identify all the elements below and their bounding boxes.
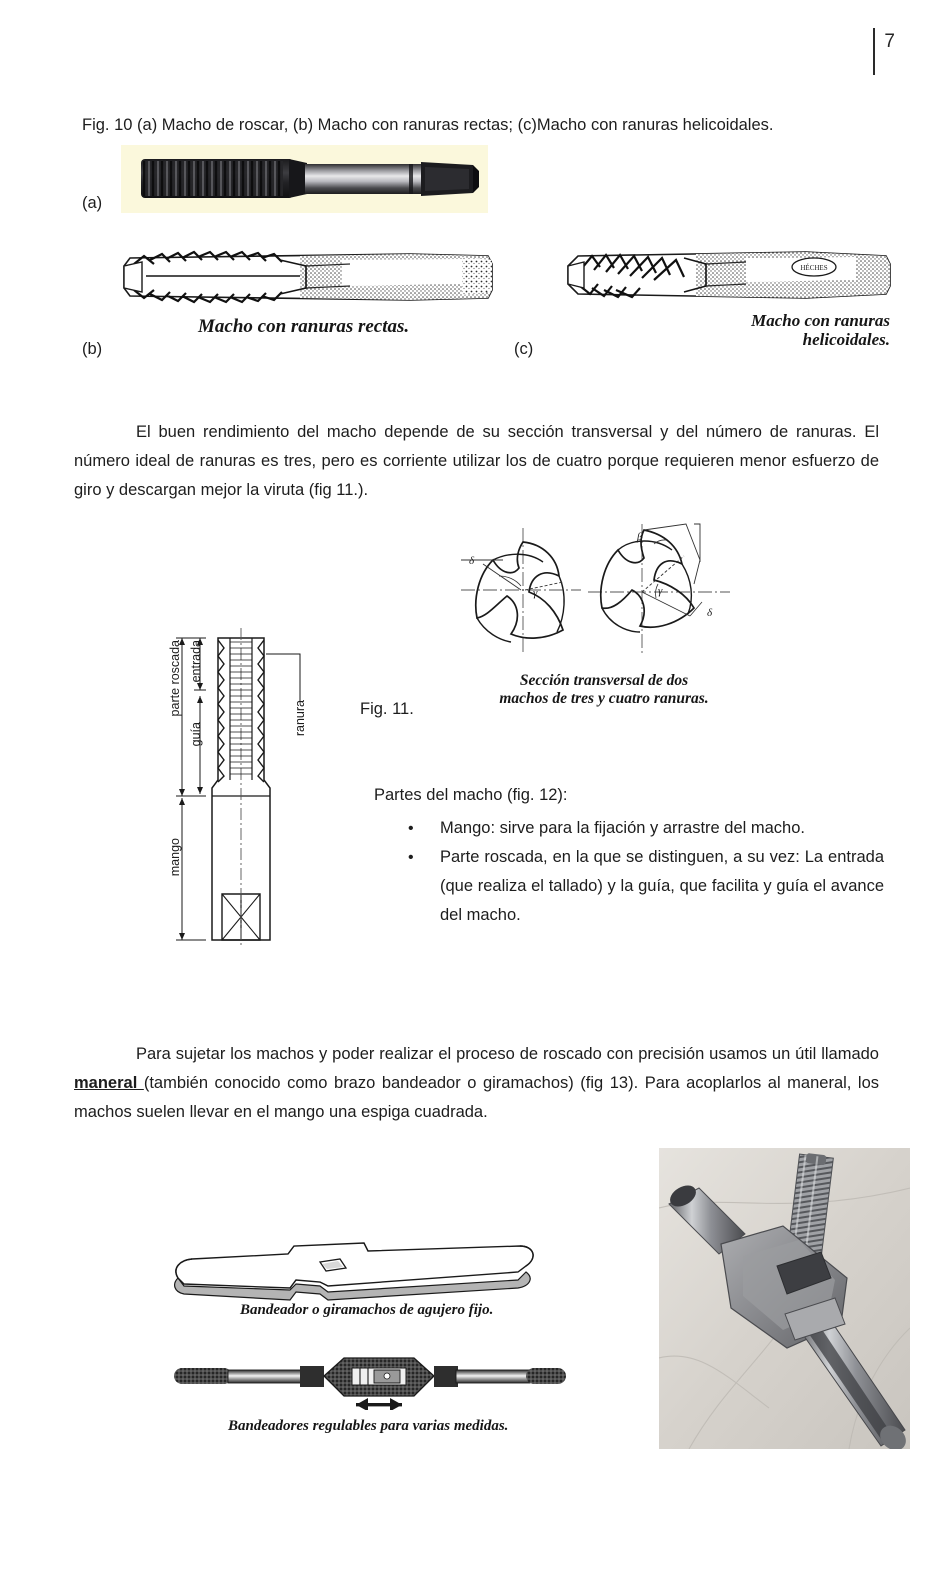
figure-10c-art-caption-line2: helicoidales. <box>802 330 890 349</box>
figure-12-label-ranura: ranura <box>293 700 307 737</box>
figure-12-label-guia: guía <box>189 722 203 747</box>
figure-10b-label: (b) <box>82 340 103 358</box>
adjustable-tap-wrench-drawing <box>168 1348 568 1410</box>
list-item <box>374 843 884 930</box>
header-divider-rule <box>873 28 875 75</box>
figure-13-fixed-wrench-lineart <box>168 1238 558 1308</box>
tap-photo-graphic <box>121 145 488 213</box>
paragraph-maneral-part1: Para sujetar los machos y poder realizar el proceso de roscado con precisión usamos un útil llamado <box>136 1045 879 1063</box>
figure-10a-photo <box>121 145 488 213</box>
svg-text:HÉCHES: HÉCHES <box>800 264 828 272</box>
figure-10-caption: Fig. 10 (a) Macho de roscar, (b) Macho con ranuras rectas; (c)Macho con ranuras helicoidales. <box>82 116 774 134</box>
fixed-hole-tap-wrench-drawing <box>168 1238 558 1308</box>
figure-13-caption-fixed: Bandeador o giramachos de agujero fijo. <box>240 1302 494 1318</box>
parts-list <box>374 814 884 930</box>
list-item-text: Mango: sirve para la fijación y arrastre del macho. <box>440 819 805 837</box>
figure-10c-art-caption-line1: Macho con ranuras <box>751 311 890 330</box>
angle-gamma-left: γ <box>533 587 538 599</box>
figure-12-lineart <box>160 608 320 948</box>
list-item-text: Parte roscada, en la que se distinguen, a su vez: La entrada (que realiza el tallado) y la guía, que facilita y guía el avance del macho. <box>440 848 884 924</box>
figure-11-lineart <box>455 518 745 668</box>
angle-beta-right: β <box>637 531 643 543</box>
maneral-photo-graphic <box>659 1148 910 1449</box>
bullet-icon: • <box>408 820 414 837</box>
maneral-emphasis: maneral <box>74 1074 144 1092</box>
figure-11-art-caption <box>464 672 744 708</box>
figure-13-adjustable-wrench-lineart <box>168 1348 568 1410</box>
straight-flute-tap-drawing <box>110 240 500 312</box>
list-item <box>374 814 884 843</box>
figure-10c-label: (c) <box>514 340 534 358</box>
paragraph-maneral <box>74 1040 879 1127</box>
figure-12-label-mango: mango <box>168 838 182 877</box>
paragraph-rendimiento: El buen rendimiento del macho depende de su sección transversal y del número de ranuras. El número ideal de ranuras es tres, pero es corriente utilizar los de cuatro porque requieren menor esfuerzo de giro y descargan mejor la viruta (fig 11.). <box>74 423 879 499</box>
page-header <box>873 28 895 75</box>
page-number: 7 <box>884 31 895 52</box>
maneral-photo <box>659 1148 910 1449</box>
tap-cross-section-drawing <box>455 518 745 668</box>
parts-list-intro: Partes del macho (fig. 12): <box>374 786 568 804</box>
paragraph-maneral-part2: (también conocido como brazo bandeador o giramachos) (fig 13). Para acoplarlos al maneral, los machos suelen llevar en el mango una espiga cuadrada. <box>74 1074 880 1121</box>
figure-10b-art-caption: Macho con ranuras rectas. <box>198 316 410 337</box>
figure-11-art-caption-line1: Sección transversal de dos <box>519 672 689 689</box>
figure-13-caption-adjustable: Bandeadores regulables para varias medidas. <box>228 1418 509 1434</box>
adjust-arrow-icon <box>356 1398 402 1410</box>
figure-11-label: Fig. 11. <box>360 700 414 718</box>
helical-flute-tap-drawing <box>556 240 896 308</box>
figure-10c-lineart <box>556 240 896 308</box>
figure-10c-art-caption <box>740 311 890 349</box>
bullet-icon: • <box>408 849 414 866</box>
angle-delta-right: δ <box>707 607 713 619</box>
figure-10b-lineart <box>110 240 500 312</box>
angle-gamma-right: γ <box>658 585 663 597</box>
figure-10a-label: (a) <box>82 194 103 212</box>
angle-delta-left: δ <box>469 555 475 567</box>
tap-parts-drawing <box>160 608 320 948</box>
figure-12-label-entrada: entrada <box>189 640 203 683</box>
figure-11-art-caption-line2: machos de tres y cuatro ranuras. <box>499 690 709 707</box>
figure-12-label-parte-roscada: parte roscada <box>168 640 182 717</box>
